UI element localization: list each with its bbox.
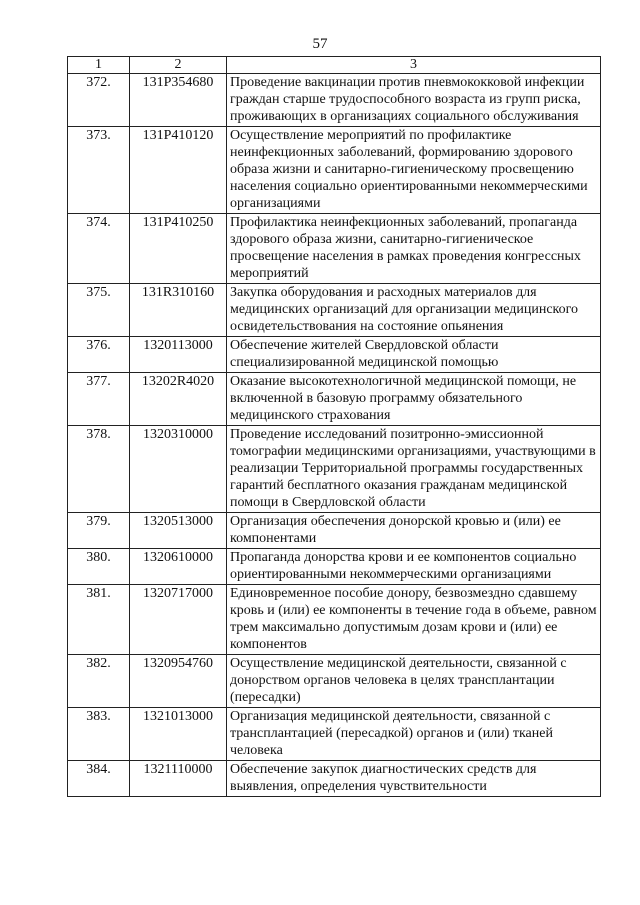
row-number: 374. xyxy=(68,214,130,284)
row-code: 1320513000 xyxy=(130,513,227,549)
table-row xyxy=(68,373,601,426)
row-description: Обеспечение жителей Свердловской области специализированной медицинской помощью xyxy=(227,337,601,373)
row-code: 131P354680 xyxy=(130,74,227,127)
row-number: 384. xyxy=(68,761,130,797)
budget-classification-table xyxy=(67,56,601,797)
page-number: 57 xyxy=(312,36,328,52)
row-description: Проведение исследований позитронно-эмиссионной томографии медицинскими организациями, участвующими в реализации Территориальной программы государственных гарантий бесплатного оказания гражданам медицинской помощи в Свердловской области xyxy=(227,426,601,513)
row-number: 380. xyxy=(68,549,130,585)
row-code: 131R310160 xyxy=(130,284,227,337)
row-description: Закупка оборудования и расходных материалов для медицинских организаций для организации медицинского освидетельствования на состояние опьянения xyxy=(227,284,601,337)
table-row xyxy=(68,513,601,549)
row-number: 382. xyxy=(68,655,130,708)
row-code: 1321110000 xyxy=(130,761,227,797)
row-number: 383. xyxy=(68,708,130,761)
row-code: 131P410250 xyxy=(130,214,227,284)
row-code: 1320310000 xyxy=(130,426,227,513)
row-code: 1320717000 xyxy=(130,585,227,655)
row-description: Пропаганда донорства крови и ее компонентов социально ориентированными некоммерческими организациями xyxy=(227,549,601,585)
column-header-2: 2 xyxy=(130,57,227,74)
row-description: Осуществление медицинской деятельности, связанной с донорством органов человека в целях трансплантации (пересадки) xyxy=(227,655,601,708)
row-description: Обеспечение закупок диагностических средств для выявления, определения чувствительности xyxy=(227,761,601,797)
table-row xyxy=(68,74,601,127)
row-description: Организация медицинской деятельности, связанной с трансплантацией (пересадкой) органов и (или) тканей человека xyxy=(227,708,601,761)
table-row xyxy=(68,284,601,337)
row-description: Профилактика неинфекционных заболеваний, пропаганда здорового образа жизни, санитарно-гигиеническое просвещение населения в рамках проведения конгрессных мероприятий xyxy=(227,214,601,284)
table-row xyxy=(68,337,601,373)
table-row xyxy=(68,708,601,761)
row-code: 1320610000 xyxy=(130,549,227,585)
row-number: 381. xyxy=(68,585,130,655)
row-number: 378. xyxy=(68,426,130,513)
row-description: Единовременное пособие донору, безвозмездно сдавшему кровь и (или) ее компоненты в течение года в объеме, равном трем максимально допустимым дозам крови и (или) ее компонентов xyxy=(227,585,601,655)
row-number: 376. xyxy=(68,337,130,373)
row-description: Организация обеспечения донорской кровью и (или) ее компонентами xyxy=(227,513,601,549)
table-row xyxy=(68,655,601,708)
row-number: 375. xyxy=(68,284,130,337)
row-description: Проведение вакцинации против пневмококковой инфекции граждан старше трудоспособного возраста из групп риска, проживающих в организациях социального обслуживания xyxy=(227,74,601,127)
row-number: 372. xyxy=(68,74,130,127)
row-number: 379. xyxy=(68,513,130,549)
column-header-3: 3 xyxy=(227,57,601,74)
row-code: 1320954760 xyxy=(130,655,227,708)
table-row xyxy=(68,127,601,214)
row-code: 1320113000 xyxy=(130,337,227,373)
column-header-1: 1 xyxy=(68,57,130,74)
row-description: Оказание высокотехнологичной медицинской помощи, не включенной в базовую программу обязательного медицинского страхования xyxy=(227,373,601,426)
row-number: 377. xyxy=(68,373,130,426)
row-code: 13202R4020 xyxy=(130,373,227,426)
row-number: 373. xyxy=(68,127,130,214)
table-row xyxy=(68,585,601,655)
row-description: Осуществление мероприятий по профилактике неинфекционных заболеваний, формированию здорового образа жизни и санитарно-гигиеническому просвещению населения социально ориентированными некоммерческими организациями xyxy=(227,127,601,214)
table-row xyxy=(68,549,601,585)
table-row xyxy=(68,214,601,284)
table-header-row xyxy=(68,57,601,74)
table-row xyxy=(68,426,601,513)
row-code: 131P410120 xyxy=(130,127,227,214)
table-row xyxy=(68,761,601,797)
row-code: 1321013000 xyxy=(130,708,227,761)
